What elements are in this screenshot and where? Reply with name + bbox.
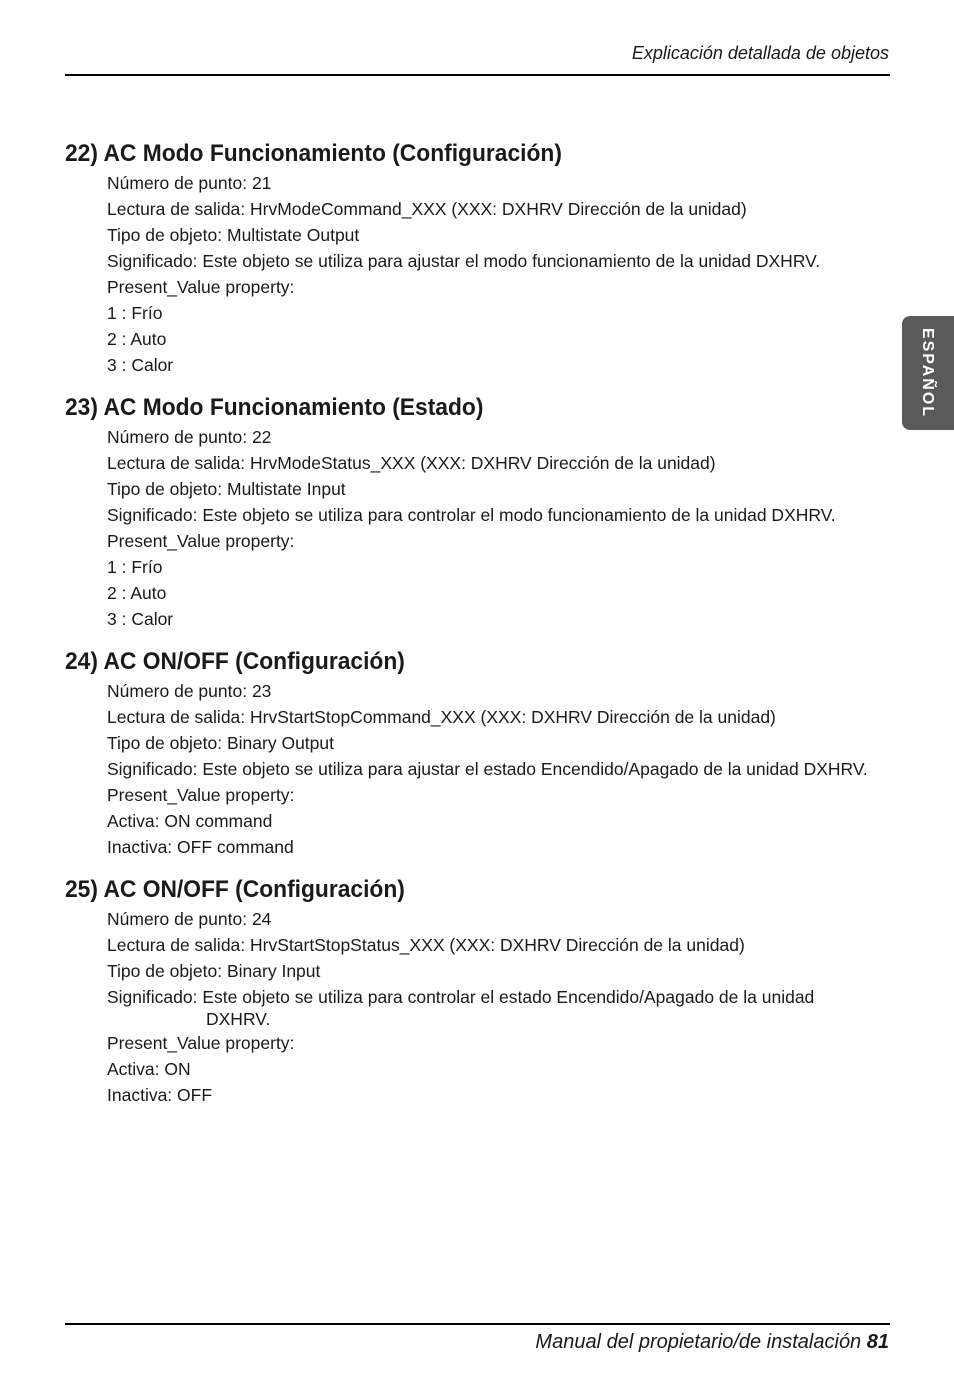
value-option: Inactiva: OFF bbox=[107, 1085, 213, 1105]
meaning: Significado: Este objeto se utiliza para ajustar el modo funcionamiento de la unidad DXHRV. bbox=[107, 251, 821, 271]
page-footer bbox=[535, 1331, 889, 1354]
section-24 bbox=[65, 646, 895, 860]
object-type: Tipo de objeto: Binary Output bbox=[107, 733, 334, 753]
point-number: Número de punto: 21 bbox=[107, 173, 272, 193]
present-value-label: Present_Value property: bbox=[107, 785, 295, 805]
point-number: Número de punto: 23 bbox=[107, 681, 272, 701]
object-type: Tipo de objeto: Binary Input bbox=[107, 961, 321, 981]
value-option: Activa: ON bbox=[107, 1059, 191, 1079]
meaning-continuation: DXHRV. bbox=[206, 1009, 271, 1029]
language-tab-label: ESPAÑOL bbox=[919, 327, 936, 419]
value-option: 3 : Calor bbox=[107, 355, 174, 375]
meaning-text: Significado: Este objeto se utiliza para controlar el estado Encendido/Apagado de la unidad bbox=[107, 987, 815, 1007]
header-divider bbox=[65, 74, 890, 76]
header-title: Explicación detallada de objetos bbox=[631, 43, 889, 63]
section-title: 23) AC Modo Funcionamiento (Estado) bbox=[65, 394, 484, 421]
section-title: 25) AC ON/OFF (Configuración) bbox=[65, 876, 405, 903]
footer-text: Manual del propietario/de instalación bbox=[535, 1331, 862, 1353]
value-option: 2 : Auto bbox=[107, 329, 167, 349]
object-type: Tipo de objeto: Multistate Input bbox=[107, 479, 346, 499]
output-reading: Lectura de salida: HrvStartStopCommand_XXX (XXX: DXHRV Dirección de la unidad) bbox=[107, 707, 776, 727]
object-type: Tipo de objeto: Multistate Output bbox=[107, 225, 360, 245]
main-content bbox=[65, 138, 895, 1122]
present-value-label: Present_Value property: bbox=[107, 277, 295, 297]
section-23 bbox=[65, 392, 895, 632]
value-option: Inactiva: OFF command bbox=[107, 837, 294, 857]
value-option: 1 : Frío bbox=[107, 303, 163, 323]
value-option: 3 : Calor bbox=[107, 609, 174, 629]
meaning: Significado: Este objeto se utiliza para controlar el modo funcionamiento de la unidad DXHRV. bbox=[107, 505, 836, 525]
value-option: 1 : Frío bbox=[107, 557, 163, 577]
section-body bbox=[107, 906, 895, 1108]
section-body bbox=[107, 678, 895, 860]
point-number: Número de punto: 22 bbox=[107, 427, 272, 447]
section-22 bbox=[65, 138, 895, 378]
present-value-label: Present_Value property: bbox=[107, 531, 295, 551]
meaning bbox=[107, 984, 895, 1030]
point-number: Número de punto: 24 bbox=[107, 909, 272, 929]
meaning: Significado: Este objeto se utiliza para ajustar el estado Encendido/Apagado de la unidad DXHRV. bbox=[107, 759, 868, 779]
section-body bbox=[107, 424, 895, 632]
section-title: 24) AC ON/OFF (Configuración) bbox=[65, 648, 405, 675]
output-reading: Lectura de salida: HrvModeStatus_XXX (XXX: DXHRV Dirección de la unidad) bbox=[107, 453, 716, 473]
section-25 bbox=[65, 874, 895, 1108]
output-reading: Lectura de salida: HrvStartStopStatus_XXX (XXX: DXHRV Dirección de la unidad) bbox=[107, 935, 745, 955]
section-title: 22) AC Modo Funcionamiento (Configuración) bbox=[65, 140, 562, 167]
output-reading: Lectura de salida: HrvModeCommand_XXX (XXX: DXHRV Dirección de la unidad) bbox=[107, 199, 747, 219]
value-option: Activa: ON command bbox=[107, 811, 273, 831]
language-tab bbox=[902, 316, 954, 430]
value-option: 2 : Auto bbox=[107, 583, 167, 603]
footer-divider bbox=[65, 1323, 890, 1325]
present-value-label: Present_Value property: bbox=[107, 1033, 295, 1053]
section-body bbox=[107, 170, 895, 378]
page-number: 81 bbox=[866, 1331, 889, 1353]
